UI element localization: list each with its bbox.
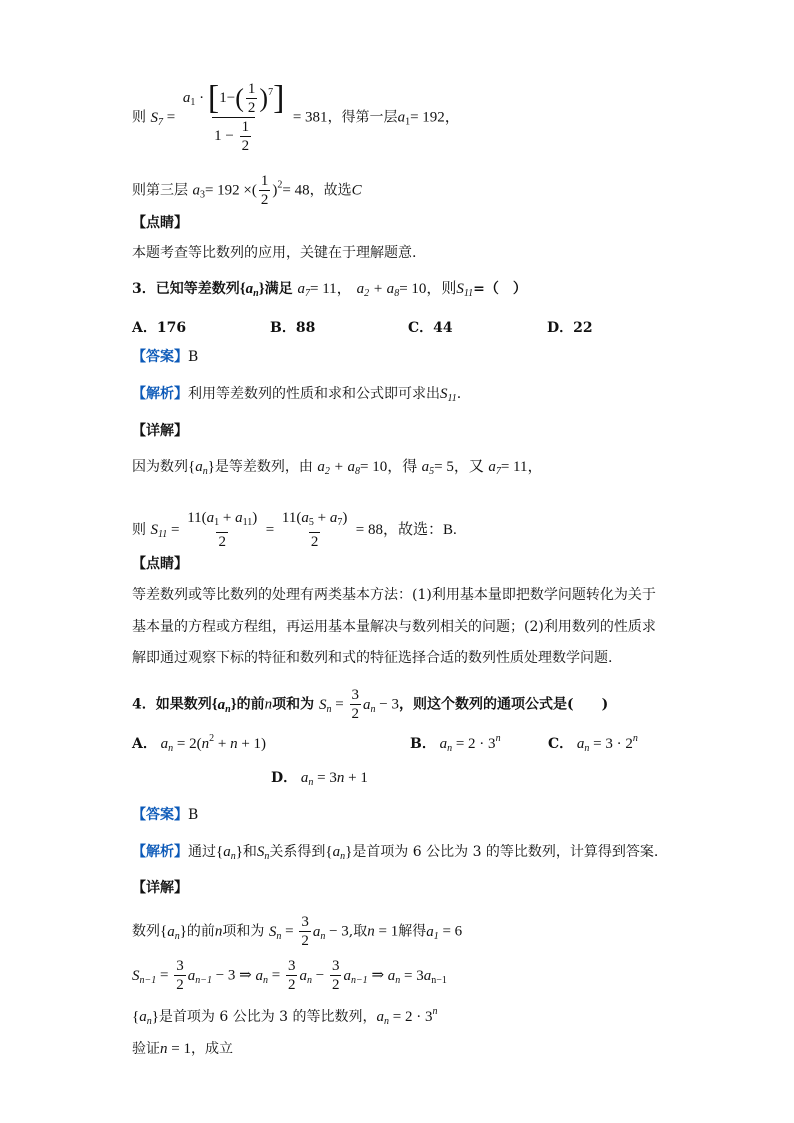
q3-hint-line2: 基本量的方程或方程组，再运用基本量解决与数列相关的问题；(2)利用数列的性质求 bbox=[132, 619, 656, 635]
q4-option-d: D． $a_n = 3n + 1$ bbox=[271, 770, 368, 788]
q3-detail-line2: 则 $S_{11}$ = $\frac{11(a_1 + a_{11})}{2}$ = $\frac{11(a_5 + a_7)}{2}$ = 88，故选：B. bbox=[132, 510, 457, 550]
q3-stem-a: 3．已知等差数列 bbox=[132, 281, 240, 297]
q4-answer-label: 【答案】 bbox=[132, 807, 188, 823]
q4-d1c: 项和为 bbox=[222, 923, 265, 940]
a1-value: = 192， bbox=[410, 109, 460, 126]
q3-option-d: D．22 bbox=[547, 320, 593, 336]
q3-d1d: = 5，又 bbox=[434, 459, 484, 475]
q4-option-c: C． $a_n = 3 \cdot 2^n$ bbox=[548, 733, 638, 754]
q3-answer bbox=[132, 347, 198, 367]
q4-d1b: 的前 bbox=[186, 923, 215, 940]
q4-stem-d: ，则这个数列的通项公式是( ) bbox=[398, 696, 609, 713]
q4-an4: 是首项为 6 公比为 3 的等比数列，计算得到答案. bbox=[352, 844, 659, 860]
q4-analysis-label: 【解析】 bbox=[132, 844, 188, 860]
hint1-title: 【点睛】 bbox=[132, 215, 188, 231]
q3-option-b: B．88 bbox=[270, 320, 316, 336]
q3-analysis-text: 利用等差数列的性质和求和公式即可求出 bbox=[188, 386, 440, 402]
q3-hint-label: 【点睛】 bbox=[132, 556, 188, 572]
q3-d1c: = 10，得 bbox=[359, 459, 418, 475]
third-layer-line: 则第三层 $a_3= 192$ ×( $\frac{1}{2}$ )$^2$= 48，故选C bbox=[132, 173, 362, 208]
q4-verify-b: ，成立 bbox=[190, 1041, 233, 1057]
q4-stem-c: 项和为 bbox=[272, 696, 315, 713]
q4-analysis: 【解析】通过$\{a_n\}$和$S_n$关系得到$\{a_n\}$是首项为 6 公比为 3 的等比数列，计算得到答案. bbox=[132, 844, 659, 862]
third-prefix: 则第三层 bbox=[132, 182, 188, 199]
q4-d1a: 数列 bbox=[132, 923, 160, 940]
q4-verify-a: 验证 bbox=[132, 1041, 160, 1057]
q3-a28: = 10，则 bbox=[399, 281, 457, 297]
q3-answer-value: B bbox=[188, 349, 199, 365]
q4-verify: 验证n = 1，成立 bbox=[132, 1041, 233, 1057]
q4-answer-value: B bbox=[188, 807, 199, 823]
q3-end: =（ ） bbox=[473, 281, 527, 297]
q4-option-a: A． $a_n = 2(n^2 + n + 1)$ bbox=[132, 733, 267, 754]
q3-option-c: C．44 bbox=[408, 320, 453, 336]
q4-detail-line1: 数列$\{a_n\}$的前n项和为 $S_n$ = $\frac{3}{2}$ $a_n - 3$,取n = 1解得$a_1 = 6$ bbox=[132, 914, 463, 949]
q4-opt-b-label: B． bbox=[410, 736, 436, 752]
third-post: ，故选 bbox=[309, 182, 352, 199]
q4-opt-c-label: C． bbox=[548, 736, 574, 752]
q4-opt-d-label: D． bbox=[271, 770, 298, 786]
third-eq1: = 192 × bbox=[204, 182, 252, 199]
q3-analysis: 【解析】利用等差数列的性质和求和公式即可求出$S_{11}$. bbox=[132, 386, 462, 404]
q4-stem-b: 的前 bbox=[236, 696, 265, 713]
q3-d2b: = 88，故选：B. bbox=[355, 522, 457, 538]
third-answer: C bbox=[351, 182, 362, 199]
q4-stem-a: 4．如果数列 bbox=[132, 696, 212, 713]
q3-hint-line3: 解即通过观察下标的特征和数列和式的特征选择合适的数列性质处理数学问题. bbox=[132, 650, 613, 666]
q4-d1e: 解得 bbox=[398, 923, 427, 940]
third-eq2: = 48 bbox=[282, 182, 310, 199]
s7-equals: = 381 bbox=[292, 109, 328, 126]
q3-stem: 3．已知等差数列$\{a_n\}$满足 $a_7= 11$， $a_2 + a_8= 10$，则$S_{11}=$（ ） bbox=[132, 281, 527, 299]
q4-answer bbox=[132, 805, 198, 825]
q4-an1: 通过 bbox=[188, 844, 216, 860]
q4-opt-a-label: A． bbox=[132, 736, 157, 752]
q3-d1a: 因为数列 bbox=[132, 459, 188, 475]
s7-formula-line: 则 $S_7$ = $a_1 \cdot [1-$( $\frac{1}{2}$ )$^7$] 1 − $\frac{1}{2}$ = 381，得第一层$a_1= 192$， bbox=[132, 79, 460, 154]
q4-an2: 和 bbox=[242, 844, 257, 860]
q3-d1b: 是等差数列，由 bbox=[214, 459, 313, 475]
q4-option-b: B． $a_n = 2 \cdot 3^n$ bbox=[410, 733, 501, 754]
q3-detail-label: 【详解】 bbox=[132, 423, 188, 439]
q4-detail-line2: $S_{n-1}$ = $\frac{3}{2}$ $a_{n-1} - 3$ ⇒ $a_n$ = $\frac{3}{2}$ $a_n$ − $\frac{3}{2}$ $a_{n-1}$ ⇒ $a_n = 3a_{n-1}$ bbox=[132, 958, 447, 993]
q3-stem-b: 满足 bbox=[264, 281, 293, 297]
q3-d1e: = 11， bbox=[500, 459, 543, 475]
q3-d2a: 则 bbox=[132, 522, 146, 538]
q4-detail-line3: $\{a_n\}$是首项为 6 公比为 3 的等比数列，$a_n = 2 \cdot 3^n$ bbox=[132, 1006, 438, 1027]
q3-analysis-label: 【解析】 bbox=[132, 386, 188, 402]
hint1-text: 本题考查等比数列的应用，关键在于理解题意. bbox=[132, 245, 417, 261]
q3-a7: = 11， bbox=[310, 281, 352, 297]
s7-prefix: 则 bbox=[132, 109, 146, 126]
q4-stem: 4．如果数列$\{a_n\}$的前n项和为 $S_n$ = $\frac{3}{2}$ $a_n - 3$，则这个数列的通项公式是( ) bbox=[132, 687, 609, 722]
q4-d3: 是首项为 6 公比为 3 的等比数列， bbox=[158, 1009, 377, 1025]
s7-fraction: $a_1 \cdot [1-$( $\frac{1}{2}$ )$^7$] 1 − $\frac{1}{2}$ bbox=[182, 79, 285, 154]
q4-d1d: ,取 bbox=[348, 923, 368, 940]
q4-an3: 关系得到 bbox=[269, 844, 326, 860]
q3-hint-line1: 等差数列或等比数列的处理有两类基本方法：(1)利用基本量即把数学问题转化为关于 bbox=[132, 587, 656, 603]
q3-answer-label: 【答案】 bbox=[132, 349, 188, 365]
s7-post: ，得第一层 bbox=[327, 109, 398, 126]
q4-detail-label: 【详解】 bbox=[132, 880, 188, 896]
q3-option-a: A．176 bbox=[132, 320, 187, 336]
q3-detail-line1: 因为数列$\{a_n\}$是等差数列，由 $a_2 + a_8= 10$，得 $a_5= 5$，又 $a_7= 11$， bbox=[132, 459, 543, 477]
